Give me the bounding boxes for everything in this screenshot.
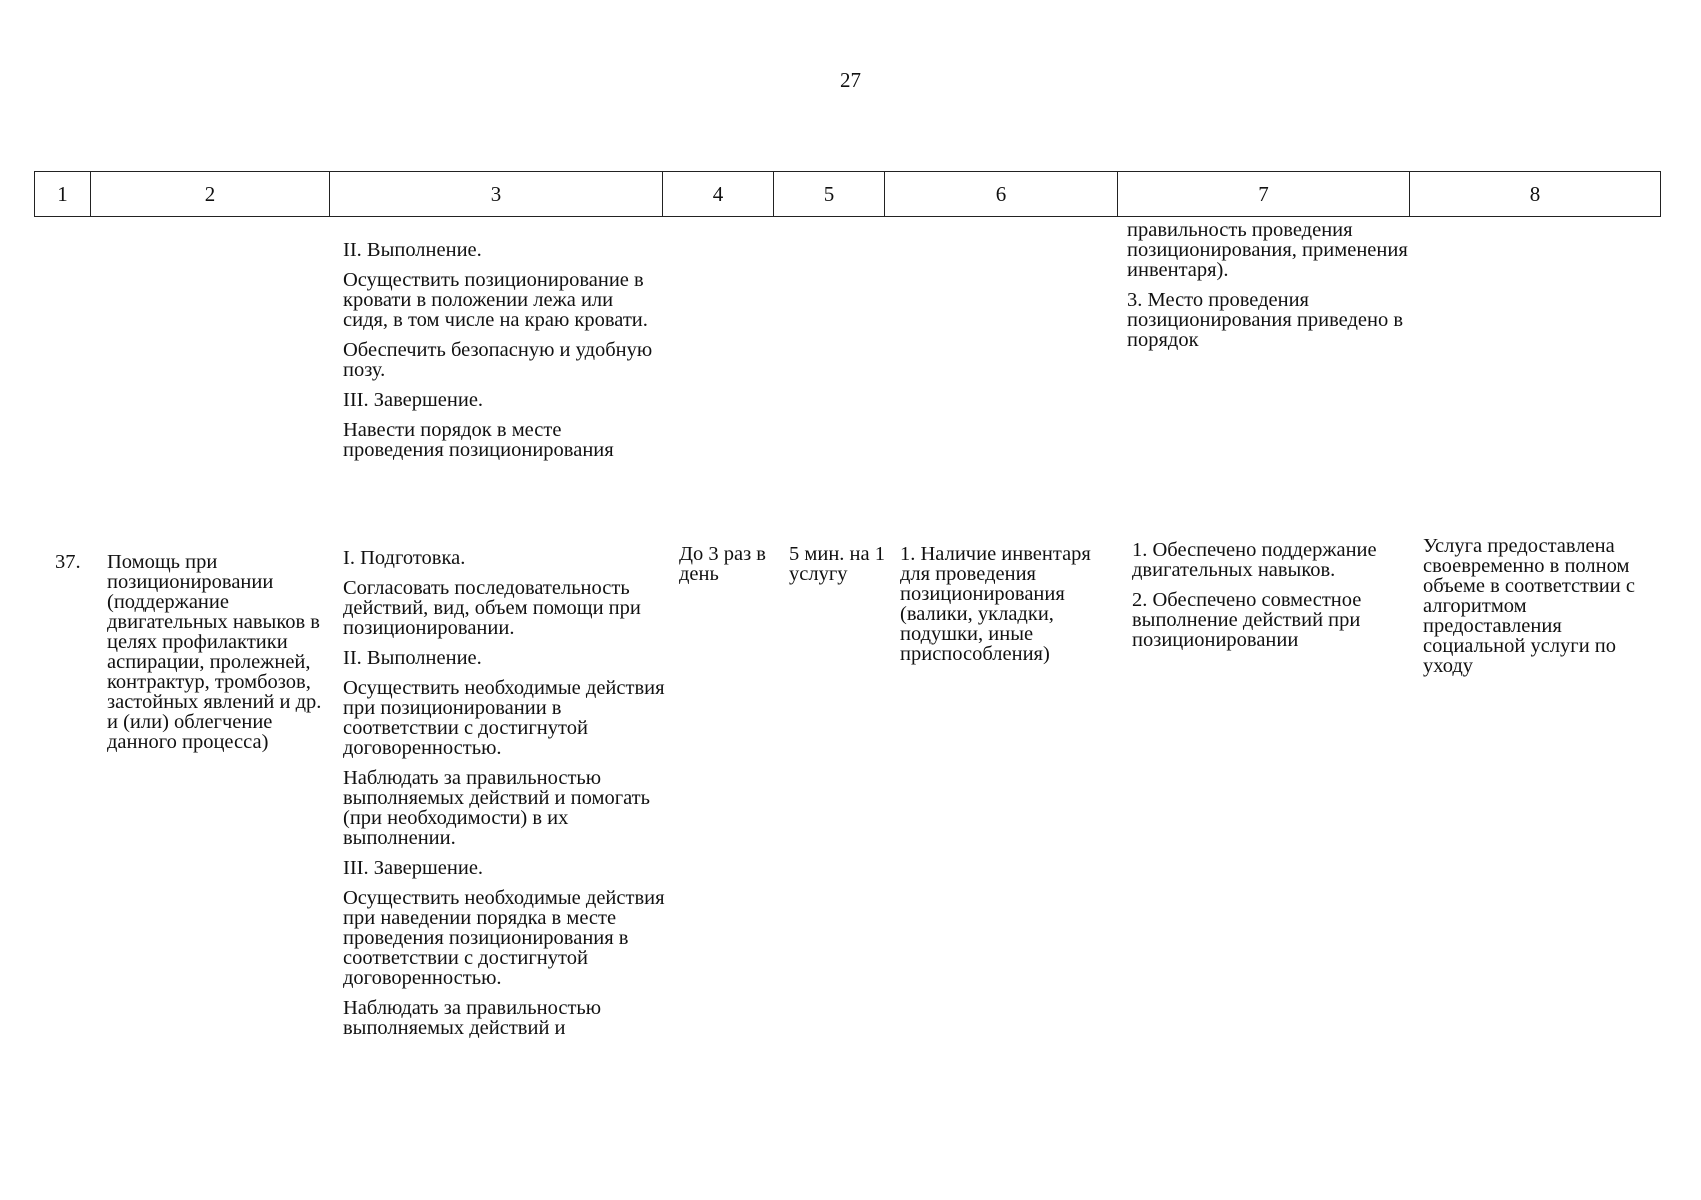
service-name: Помощь при позиционировании (поддержание двигательных навыков в целях профилактики аспирации, пролежней, контрактур, тромбозов, застойных явлений и др. и (или) облегчение данного процесса) — [107, 551, 322, 753]
service-indicators — [1132, 540, 1417, 660]
service-evaluation: Услуга предоставлена своевременно в полном объеме в соответствии с алгоритмом предоставления социальной услуги по уходу — [1423, 535, 1635, 677]
indicator-item: правильность проведения позиционирования, применения инвентаря). — [1127, 219, 1408, 281]
procedure-step: Наблюдать за правильностью выполняемых действий и — [343, 997, 602, 1039]
column-number-4: 4 — [663, 172, 774, 217]
service-frequency: До 3 раз в день — [679, 543, 766, 585]
column-number-5: 5 — [774, 172, 885, 217]
page-number: 27 — [840, 68, 861, 92]
column-number-3: 3 — [330, 172, 663, 217]
indicator-item: 3. Место проведения позиционирования приведено в порядок — [1127, 289, 1404, 351]
procedure-step: I. Подготовка. — [343, 547, 466, 569]
service-procedure — [343, 548, 667, 1048]
procedure-step: II. Выполнение. — [343, 239, 482, 261]
procedure-step: III. Завершение. — [343, 389, 484, 411]
column-number-7: 7 — [1118, 172, 1410, 217]
procedure-step: Согласовать последовательность действий, вид, объем помощи при позиционировании. — [343, 577, 641, 639]
continuation-procedure — [343, 240, 663, 470]
service-conditions: 1. Наличие инвентаря для проведения позиционирования (валики, укладки, подушки, иные приспособления) — [900, 543, 1091, 665]
procedure-step: III. Завершение. — [343, 857, 484, 879]
procedure-step: Наблюдать за правильностью выполняемых действий и помогать (при необходимости) в их выполнении. — [343, 767, 650, 849]
procedure-step: Осуществить необходимые действия при позиционировании в соответствии с достигнутой договоренностью. — [343, 677, 665, 759]
column-number-6: 6 — [885, 172, 1118, 217]
service-duration: 5 мин. на 1 услугу — [789, 543, 885, 585]
column-number-8: 8 — [1410, 172, 1661, 217]
indicator-item: 2. Обеспечено совместное выполнение действий при позиционировании — [1132, 589, 1362, 651]
column-number-1: 1 — [35, 172, 91, 217]
procedure-step: Навести порядок в месте проведения позиционирования — [343, 419, 614, 461]
procedure-step: Осуществить позиционирование в кровати в положении лежа или сидя, в том числе на краю кровати. — [343, 269, 648, 331]
procedure-step: Обеспечить безопасную и удобную позу. — [343, 339, 653, 381]
column-number-2: 2 — [91, 172, 330, 217]
column-number-header — [34, 171, 1661, 217]
row-number: 37. — [55, 551, 81, 573]
continuation-indicators — [1127, 220, 1412, 360]
procedure-step: Осуществить необходимые действия при наведении порядка в месте проведения позиционирования в соответствии с достигнутой договоренностью. — [343, 887, 665, 989]
procedure-step: II. Выполнение. — [343, 647, 482, 669]
indicator-item: 1. Обеспечено поддержание двигательных навыков. — [1132, 539, 1377, 581]
